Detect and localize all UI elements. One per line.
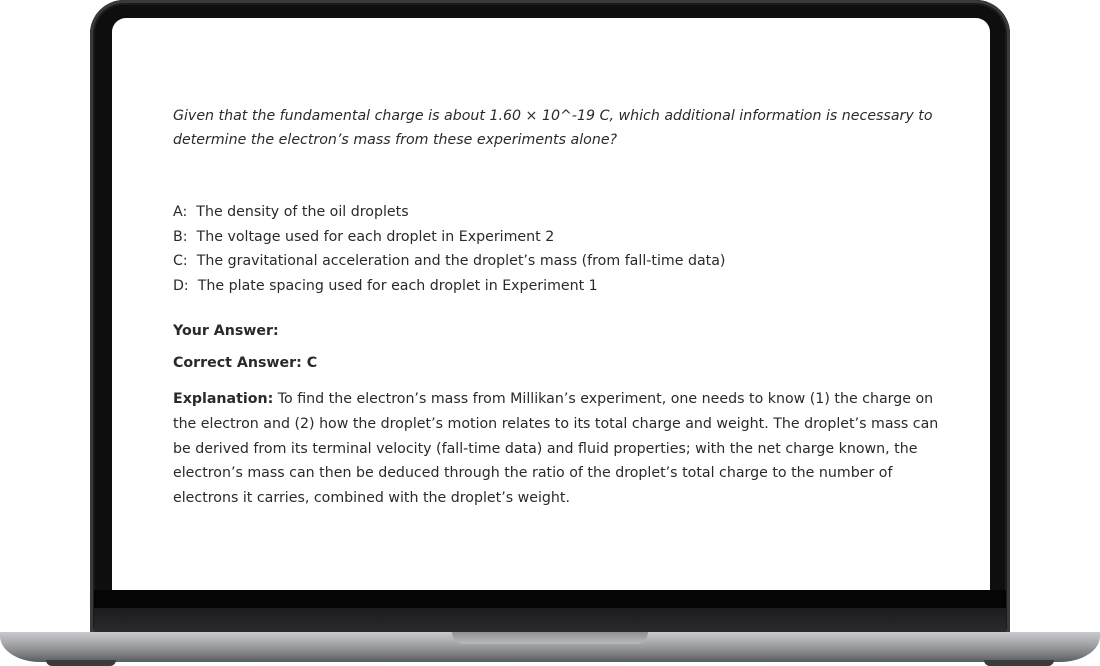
option-letter: C:: [173, 253, 188, 269]
option-text: The plate spacing used for each droplet in Experiment 1: [197, 277, 598, 294]
answer-options: [173, 200, 943, 298]
laptop-foot-left: [46, 660, 116, 666]
option-letter: D:: [173, 277, 189, 294]
option-b[interactable]: [173, 225, 943, 250]
laptop-foot-right: [984, 660, 1054, 666]
quiz-content: [173, 104, 943, 511]
explanation: [173, 387, 943, 511]
option-d[interactable]: [173, 274, 943, 299]
explanation-label: Explanation:: [173, 391, 274, 407]
option-letter: B:: [173, 228, 188, 245]
your-answer-label: Your Answer:: [173, 323, 279, 339]
screen-bottom-bezel: [94, 590, 1006, 608]
option-text: The voltage used for each droplet in Experiment 2: [196, 228, 555, 245]
laptop-lid-notch: [452, 632, 648, 644]
question-text: Given that the fundamental charge is about 1.60 × 10^-19 C, which additional information is necessary to determine the electron’s mass from these experiments alone?: [173, 108, 933, 148]
laptop-screen: [112, 18, 990, 590]
option-a[interactable]: [173, 200, 943, 225]
option-text: The density of the oil droplets: [196, 204, 409, 220]
laptop-hinge: [94, 608, 1006, 632]
option-text: The gravitational acceleration and the droplet’s mass (from fall-time data): [196, 253, 726, 269]
option-letter: A:: [173, 204, 188, 220]
correct-answer: Correct Answer: C: [173, 355, 318, 371]
option-c[interactable]: [173, 249, 943, 274]
explanation-text: To find the electron’s mass from Millikan’s experiment, one needs to know (1) the charge on the electron and (2) how the droplet’s motion relates to its total charge and weight. The droplet’s mass can be derived from its terminal velocity (fall-time data) and fluid properties; with the net charge known, the electron’s mass can then be deduced through the ratio of the droplet’s total charge to the number of electrons it carries, combined with the droplet’s weight.: [173, 391, 939, 507]
your-answer: [173, 323, 943, 339]
